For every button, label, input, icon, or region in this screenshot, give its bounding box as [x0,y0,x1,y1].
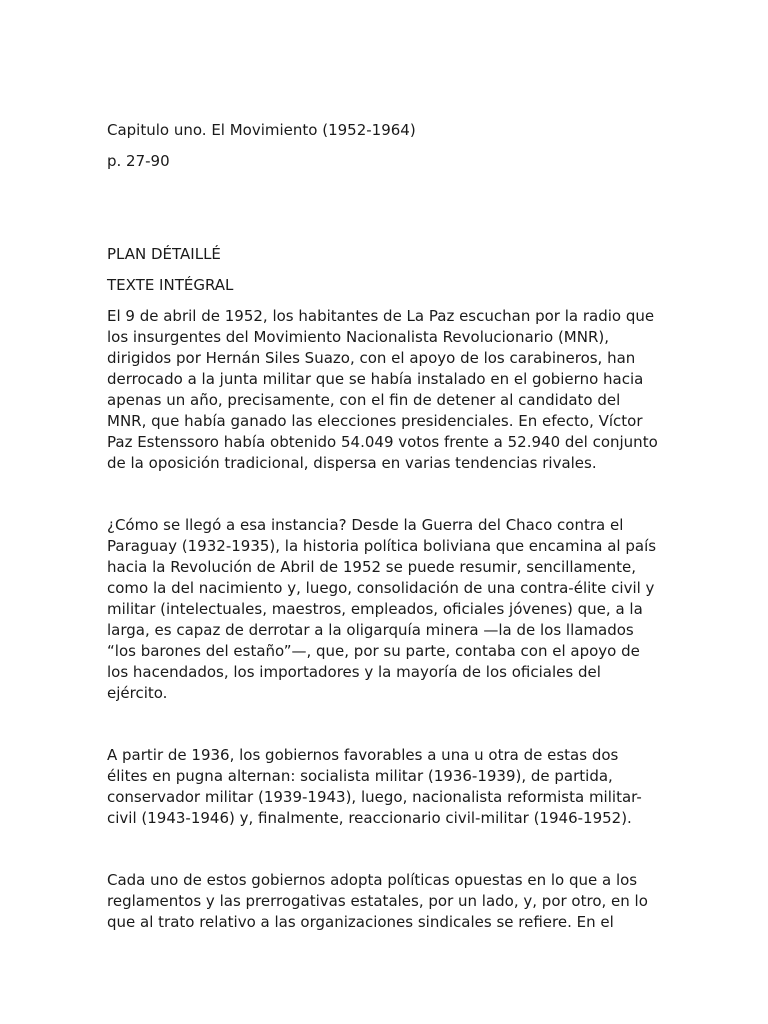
paragraph-line: reglamentos y las prerrogativas estatales, por un lado, y, por otro, en lo [107,892,648,910]
paragraph-line: que al trato relativo a las organizaciones sindicales se refiere. En el [107,913,614,931]
paragraph-line: de la oposición tradicional, dispersa en varias tendencias rivales. [107,454,597,472]
paragraph-line: apenas un año, precisamente, con el fin de detener al candidato del [107,391,621,409]
paragraph-line: ejército. [107,684,168,702]
paragraph-line: larga, es capaz de derrotar a la oligarquía minera —la de los llamados [107,621,634,639]
page-range: p. 27-90 [107,152,170,170]
paragraph [107,306,667,474]
paragraph-line: A partir de 1936, los gobiernos favorables a una u otra de estas dos [107,746,619,764]
paragraph-line: civil (1943-1946) y, finalmente, reaccionario civil-militar (1946-1952). [107,809,632,827]
paragraph [107,515,667,704]
paragraph [107,870,667,933]
paragraph-line: El 9 de abril de 1952, los habitantes de La Paz escuchan por la radio que [107,307,655,325]
paragraph-line: como la del nacimiento y, luego, consolidación de una contra-élite civil y [107,579,655,597]
text-heading: TEXTE INTÉGRAL [107,276,234,294]
paragraph-line: Paraguay (1932-1935), la historia política boliviana que encamina al país [107,537,657,555]
paragraph-line: los insurgentes del Movimiento Nacionalista Revolucionario (MNR), [107,328,609,346]
paragraph-line: dirigidos por Hernán Siles Suazo, con el apoyo de los carabineros, han [107,349,636,367]
paragraph-line: conservador militar (1939-1943), luego, nacionalista reformista militar- [107,788,642,806]
paragraph-line: “los barones del estaño”—, que, por su parte, contaba con el apoyo de [107,642,640,660]
paragraph-line: los hacendados, los importadores y la mayoría de los oficiales del [107,663,601,681]
paragraph-line: Cada uno de estos gobiernos adopta políticas opuestas en lo que a los [107,871,638,889]
paragraph-line: ¿Cómo se llegó a esa instancia? Desde la Guerra del Chaco contra el [107,516,624,534]
paragraph-line: MNR, que había ganado las elecciones presidenciales. En efecto, Víctor [107,412,643,430]
paragraph [107,745,667,829]
paragraph-line: hacia la Revolución de Abril de 1952 se puede resumir, sencillamente, [107,558,636,576]
paragraph-line: militar (intelectuales, maestros, empleados, oficiales jóvenes) que, a la [107,600,643,618]
chapter-title: Capitulo uno. El Movimiento (1952-1964) [107,121,416,139]
paragraph-line: élites en pugna alternan: socialista militar (1936-1939), de partida, [107,767,613,785]
paragraph-line: Paz Estenssoro había obtenido 54.049 votos frente a 52.940 del conjunto [107,433,658,451]
plan-heading: PLAN DÉTAILLÉ [107,245,221,263]
document-body [107,120,667,933]
paragraph-line: derrocado a la junta militar que se había instalado en el gobierno hacia [107,370,644,388]
